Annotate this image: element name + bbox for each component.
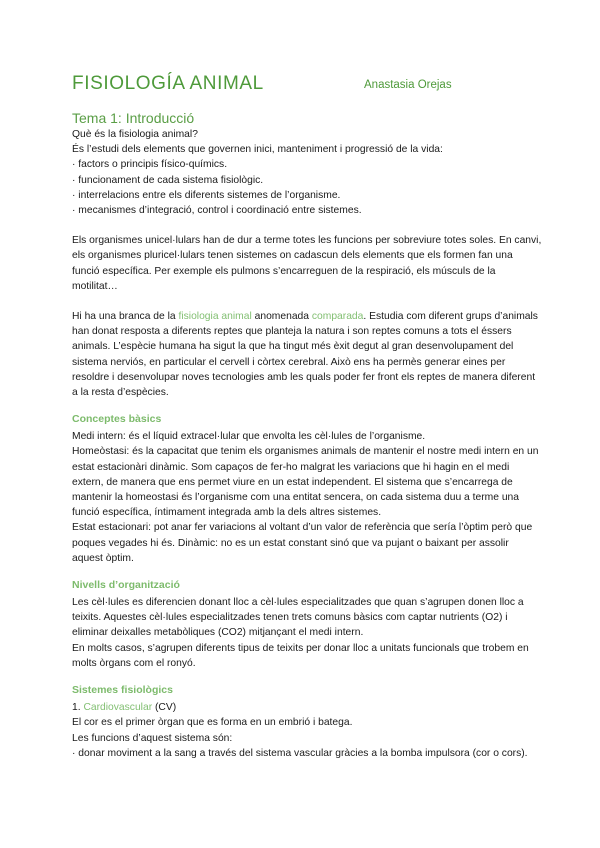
document-title: FISIOLOGÍA ANIMAL [72,73,264,94]
intro-question: Què és la fisiologia animal? [72,129,198,140]
paragraph-branch: Hi ha una branca de la fisiologia animal anomenada comparada. Estudia com diferent grups d’animals han donat resposta a diferents reptes que planteja la natura i son reptes comuns a tots el éssers animals. L’espècie humana ha sigut la que ha tingut més èxit degut al gran desenvolupament del sistema nerviós, en particular el cervell i còrtex cerebral. Això ens ha permès generar eines per resoldre i desenvolupar noves tecnologies amb les quals poder fer front els reptes de manera diferent a la resta d’espècies. [72,311,538,399]
concept-medi-intern: Medi intern: és el líquid extracel·lular que envolta les cèl·lules de l’organisme. [72,431,426,443]
section-heading-conceptes: Conceptes bàsics [72,413,162,426]
list-item: · mecanismes d’integració, control i coordinació entre sistemes. [72,205,362,217]
author-name: Anastasia Orejas [364,79,452,91]
section-heading-sistemes: Sistemes fisiològics [72,684,173,697]
document-body [72,110,542,761]
section-heading-nivells: Nivells d’organització [72,579,180,592]
system-item-cardiovascular: 1. Cardiovascular (CV) [72,702,177,714]
list-item: · funcionament de cada sistema fisiològic. [72,174,264,186]
paragraph-tissues: En molts casos, s’agrupen diferents tipus de teixits per donar lloc a unitats funcionals que trobem en molts òrgans com el ronyó. [72,642,529,669]
highlight-term: comparada [311,311,364,323]
paragraph-organisms: Els organismes unicel·lulars han de dur a terme totes les funcions per sobreviure totes soles. En canvi, els organismes pluricel·lulars tenen sistemes on cadascun dels elements que els formen fan una funció específica. Per exemple els pulmons s’encarreguen de la respiració, els músculs de la motilitat… [72,235,542,292]
list-item: · factors o principis físico-químics. [72,159,228,171]
concept-estat-estacionari: Estat estacionari: pot anar fer variacions al voltant d’un valor de referència que sería l’òptim però que poques vegades hi és. Dinàmic: no es un estat constant sinó que va pujant o baixant per assolir aquest òptim. [72,522,533,564]
list-item: · interrelacions entre els diferents sistemes de l’organisme. [72,189,341,201]
paragraph-functions: Les funcions d’aquest sistema són: [72,732,233,744]
topic-title: Tema 1: Introducció [72,110,195,126]
highlight-term: Cardiovascular [83,702,153,714]
paragraph-heart: El cor es el primer òrgan que es forma en un embrió i batega. [72,717,353,729]
concept-homeostasi: Homeòstasi: és la capacitat que tenim els organismes animals de mantenir el nostre medi intern en un estat estacionàri dinàmic. Som capaços de fer-ho malgrat les variacions que hi hagin en el medi extern, de manera que ens permet viure en un estat independent. El sistema que s’encarrega de mantenir la homeostasi és l’organisme com una entitat sencera, on cada sistema duu a terme una funció específica, íntimament integrada amb la dels altres sistemes. [72,446,539,519]
highlight-term: fisiologia animal [178,311,252,323]
paragraph-cells: Les cèl·lules es diferencien donant lloc a cèl·lules especialitzades que quan s’agrupen donen lloc a teixits. Aquestes cèl·lules especialitzades tenen trets comuns bàsics com captar nutrients (O2) i eliminar deixalles metabòliques (CO2) mitjançant el medi intern. [72,597,524,639]
list-item: · donar moviment a la sang a través del sistema vascular gràcies a la bomba impulsora (cor o cors). [72,747,528,759]
intro-definition: És l’estudi dels elements que governen inici, manteniment i progressió de la vida: [72,144,443,156]
